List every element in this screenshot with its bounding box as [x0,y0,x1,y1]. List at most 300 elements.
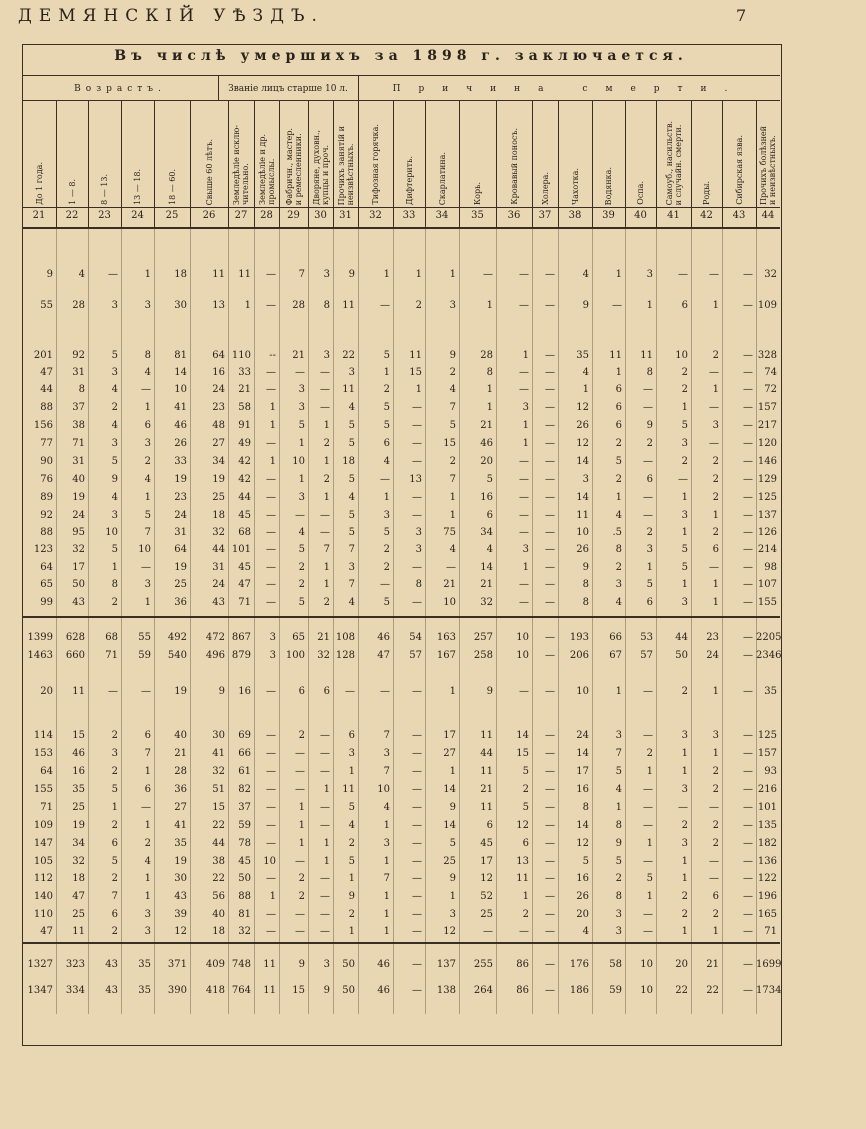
table-cell: 8 [582,597,589,608]
table-cell: 3 [582,474,589,485]
table-cell: 9 [582,562,589,573]
table-cell: 660 [65,650,85,661]
table-cell: 35 [138,985,151,996]
table-cell: 51 [212,784,225,795]
table-cell: 35 [174,838,187,849]
table-cell: 21 [174,748,187,759]
table-cell: 105 [33,856,53,867]
body-divider [190,229,191,1014]
rule-under-headers [22,207,780,208]
table-cell: 7 [323,544,330,555]
table-cell: 5 [383,350,390,361]
body-divider [496,229,497,1014]
table-cell: 3 [144,438,151,449]
table-cell: 1 [615,367,622,378]
column-header-label: Дифтерить. [404,155,414,205]
table-cell: 1 [522,562,529,573]
table-cell: 6 [144,730,151,741]
table-cell: — [320,527,330,538]
table-cell: 21 [443,579,456,590]
table-cell: 14 [443,820,456,831]
table-cell: 4 [348,492,355,503]
table-cell: 167 [436,650,456,661]
table-cell: 5 [383,420,390,431]
column-header [756,103,780,205]
table-cell: — [412,510,422,521]
table-cell: — [545,959,555,970]
table-cell: 38 [72,420,85,431]
column-header [722,103,756,205]
table-cell: 45 [238,562,251,573]
table-cell: — [709,856,719,867]
table-cell: 28 [480,350,493,361]
table-cell: 14 [443,784,456,795]
column-header-label: 18 — 60. [167,169,177,205]
table-cell: — [412,873,422,884]
table-cell: 155 [33,784,53,795]
table-cell: 3 [111,510,118,521]
table-cell: 1 [449,766,456,777]
table-cell: — [743,766,753,777]
column-header [358,103,393,205]
table-cell: — [643,456,653,467]
table-cell: 1734 [756,985,782,996]
table-cell: 5 [449,838,456,849]
table-cell: 5 [383,402,390,413]
table-cell: 3 [646,269,653,280]
table-cell: 50 [675,650,688,661]
table-cell: 3 [144,579,151,590]
column-header-label: Оспа. [636,181,645,205]
table-cell: — [266,766,276,777]
column-header [496,103,532,205]
table-cell: 867 [231,632,251,643]
table-cell: 1 [615,269,622,280]
column-number: 26 [202,210,216,221]
table-cell: 19 [72,492,85,503]
table-cell: 1 [712,384,719,395]
table-cell: 1 [323,838,330,849]
table-cell: 108 [335,632,355,643]
table-cell: — [320,926,330,937]
column-header [154,103,190,205]
table-cell: — [545,367,555,378]
table-cell: 6 [615,420,622,431]
table-cell: 18 [72,873,85,884]
table-cell: 334 [65,985,85,996]
column-header [121,103,154,205]
table-cell: — [412,562,422,573]
table-cell: 216 [757,784,777,795]
table-cell: 11 [342,784,355,795]
table-cell: 14 [480,562,493,573]
table-cell: 13 [516,856,529,867]
table-cell: 3 [681,730,688,741]
table-cell: — [643,856,653,867]
group-label-status: Званiе лицъ старше 10 л. [228,84,348,94]
table-cell: — [743,420,753,431]
table-cell: 1 [646,838,653,849]
table-cell: 8 [582,579,589,590]
body-divider [656,229,657,1014]
table-cell: 59 [138,650,151,661]
table-cell: 11 [609,350,622,361]
table-cell: 2 [712,820,719,831]
table-cell: 12 [576,438,589,449]
column-header-label: Холера. [540,172,550,205]
column-number: 43 [732,210,746,221]
table-cell: 33 [174,456,187,467]
table-cell: 4 [582,926,589,937]
table-cell: — [643,510,653,521]
table-cell: 58 [609,959,622,970]
table-cell: — [320,909,330,920]
table-cell: 9 [582,300,589,311]
table-cell: 71 [764,926,777,937]
column-header [625,103,656,205]
table-cell: 7 [615,748,622,759]
column-header-label: Тифозная горячка. [371,124,380,205]
column-header [558,103,592,205]
table-cell: 11 [263,959,276,970]
table-cell: 125 [757,492,777,503]
table-cell: 4 [144,367,151,378]
rule-under-numbers [22,227,780,229]
table-cell: — [519,579,529,590]
table-cell: 1 [681,527,688,538]
table-cell: 109 [33,820,53,831]
table-cell: 2 [449,456,456,467]
table-cell: — [643,402,653,413]
table-cell: 101 [757,802,777,813]
table-cell: 7 [383,766,390,777]
table-cell: 31 [72,456,85,467]
table-cell: 1347 [27,985,53,996]
table-cell: 2 [415,300,422,311]
table-cell: 32 [238,926,251,937]
column-header [56,103,88,205]
table-cell: — [295,784,305,795]
table-cell: 55 [40,300,53,311]
table-cell: — [743,597,753,608]
column-number: 38 [568,210,582,221]
table-cell: 66 [238,748,251,759]
body-divider [88,229,89,1014]
table-cell: — [412,985,422,996]
table-cell: 47 [40,367,53,378]
table-cell: 3 [269,632,276,643]
column-number: 41 [667,210,680,221]
table-cell: 3 [681,597,688,608]
table-cell: 2 [383,562,390,573]
table-cell: 76 [40,474,53,485]
table-cell: — [266,562,276,573]
table-cell: 4 [111,384,118,395]
table-cell: 31 [72,367,85,378]
table-cell: 201 [33,350,53,361]
table-cell: 2 [111,730,118,741]
table-cell: 33 [238,367,251,378]
rule-section-2 [22,942,780,944]
table-cell: 1 [323,420,330,431]
table-cell: 11 [640,350,653,361]
column-number: 25 [165,210,179,221]
table-cell: 1 [681,766,688,777]
table-cell: 5 [348,510,355,521]
table-cell: 7 [383,730,390,741]
table-cell: — [643,926,653,937]
table-cell: 217 [757,420,777,431]
table-cell: — [412,597,422,608]
table-cell: 32 [317,650,330,661]
table-cell: 78 [238,838,251,849]
table-cell: 409 [205,959,225,970]
column-header [459,103,496,205]
table-cell: 44 [238,492,251,503]
table-cell: — [519,510,529,521]
table-cell: 43 [105,985,118,996]
table-cell: 1 [269,456,276,467]
table-cell: 86 [516,985,529,996]
table-cell: 1 [269,891,276,902]
table-cell: -- [269,350,276,361]
table-cell: 214 [757,544,777,555]
table-cell: — [643,384,653,395]
table-cell: 1 [348,766,355,777]
table-cell: 1 [415,269,422,280]
table-cell: 14 [576,820,589,831]
table-cell: 44 [675,632,688,643]
table-cell: 1 [383,820,390,831]
table-cell: 46 [377,959,390,970]
table-cell: 1 [383,891,390,902]
table-cell: 40 [174,730,187,741]
table-title: Въ числѣ умершихъ за 1898 г. заключается. [114,48,688,64]
table-cell: 3 [298,402,305,413]
table-cell: — [545,402,555,413]
table-cell: — [678,802,688,813]
table-cell: 26 [576,891,589,902]
table-cell: 2205 [756,632,782,643]
table-cell: — [743,959,753,970]
table-cell: 28 [292,300,305,311]
table-cell: 2 [298,730,305,741]
table-cell: — [412,420,422,431]
table-cell: — [412,891,422,902]
table-cell: 2 [144,456,151,467]
table-cell: 27 [174,802,187,813]
table-cell: 5 [681,544,688,555]
table-cell: 25 [480,909,493,920]
table-cell: — [266,527,276,538]
table-cell: — [709,802,719,813]
table-cell: 6 [615,402,622,413]
table-cell: 4 [78,269,85,280]
table-cell: — [709,269,719,280]
table-cell: 10 [640,959,653,970]
table-cell: 14 [174,367,187,378]
column-header [592,103,625,205]
table-cell: — [545,474,555,485]
table-cell: 3 [522,544,529,555]
table-cell: 3 [522,402,529,413]
table-cell: — [446,562,456,573]
table-cell: 6 [144,784,151,795]
table-cell: 7 [348,544,355,555]
table-cell: 101 [231,544,251,555]
table-cell: 59 [609,985,622,996]
table-cell: 1 [323,784,330,795]
table-cell: 1 [415,384,422,395]
table-cell: 5 [111,784,118,795]
table-cell: 1 [712,926,719,937]
column-header-label: 13 — 18. [133,169,142,205]
table-cell: 3 [144,909,151,920]
table-cell: — [320,748,330,759]
table-cell: 55 [138,632,151,643]
table-cell: 7 [298,269,305,280]
table-cell: 153 [33,748,53,759]
table-cell: 12 [576,402,589,413]
table-cell: 31 [174,527,187,538]
table-cell: 5 [111,456,118,467]
table-cell: 11 [480,802,493,813]
table-cell: 2 [111,402,118,413]
table-cell: — [643,492,653,503]
table-cell: 46 [72,748,85,759]
table-cell: 5 [348,527,355,538]
table-cell: 11 [480,730,493,741]
table-cell: — [678,474,688,485]
table-cell: — [320,873,330,884]
table-cell: 1 [144,820,151,831]
table-cell: 1 [323,456,330,467]
table-cell: 418 [205,985,225,996]
table-cell: 1699 [756,959,782,970]
table-cell: 390 [167,985,187,996]
table-cell: 1 [111,802,118,813]
column-header-label: Водянка. [604,166,613,205]
rule-under-title [22,75,780,76]
table-cell: — [412,802,422,813]
table-cell: 47 [72,891,85,902]
table-cell: 9 [323,985,330,996]
table-cell: 15 [409,367,422,378]
table-cell: — [743,456,753,467]
table-cell: — [266,367,276,378]
table-cell: 4 [615,510,622,521]
table-cell: 11 [409,350,422,361]
table-cell: 19 [174,686,187,697]
table-cell: — [108,269,118,280]
table-cell: — [545,891,555,902]
table-cell: 3 [681,510,688,521]
table-cell: 4 [615,784,622,795]
table-cell: 32 [764,269,777,280]
table-cell: 120 [757,438,777,449]
table-cell: 95 [72,527,85,538]
table-cell: 1 [681,926,688,937]
table-cell: 1 [681,402,688,413]
table-cell: 71 [238,597,251,608]
table-cell: 71 [40,802,53,813]
table-cell: 3 [323,269,330,280]
table-cell: 2 [348,909,355,920]
table-cell: — [545,384,555,395]
table-cell: — [483,269,493,280]
table-cell: 5 [615,766,622,777]
running-head: ДЕМЯНСКIЙ УѢЗДЪ. [18,6,324,26]
table-cell: 1 [681,492,688,503]
column-number: 34 [435,210,449,221]
table-cell: 9 [218,686,225,697]
table-cell: 1 [348,926,355,937]
table-cell: — [483,926,493,937]
table-cell: 3 [615,909,622,920]
table-cell: 5 [298,420,305,431]
table-cell: 14 [516,730,529,741]
table-cell: 45 [238,510,251,521]
table-cell: 71 [72,438,85,449]
table-cell: — [743,544,753,555]
table-cell: 10 [675,350,688,361]
table-cell: 1 [522,891,529,902]
table-cell: 4 [582,269,589,280]
table-cell: 4 [144,856,151,867]
table-cell: 21 [480,579,493,590]
table-cell: 9 [449,802,456,813]
table-cell: 18 [342,456,355,467]
column-number: 21 [32,210,46,221]
table-cell: 56 [212,891,225,902]
table-cell: 1 [712,579,719,590]
table-cell: 147 [33,838,53,849]
table-cell: 4 [348,597,355,608]
table-cell: — [266,820,276,831]
table-cell: 31 [212,562,225,573]
table-cell: 879 [231,650,251,661]
table-cell: 3 [298,384,305,395]
table-cell: 2 [615,873,622,884]
column-number: 36 [507,210,521,221]
table-cell: 20 [576,909,589,920]
table-cell: 6 [522,838,529,849]
group-divider [358,76,359,101]
table-cell: 5 [522,766,529,777]
table-cell: 2346 [756,650,782,661]
table-cell: 2 [681,891,688,902]
table-cell: 9 [348,891,355,902]
table-cell: 32 [72,856,85,867]
table-cell: 5 [348,802,355,813]
table-cell: 6 [298,686,305,697]
table-cell: 11 [480,766,493,777]
table-cell: — [266,838,276,849]
table-cell: 4 [111,492,118,503]
table-cell: 9 [449,873,456,884]
table-cell: 2 [298,579,305,590]
table-cell: 16 [238,686,251,697]
table-cell: 43 [212,597,225,608]
table-cell: 5 [348,420,355,431]
table-cell: 12 [480,873,493,884]
table-cell: 1 [712,686,719,697]
table-cell: 89 [40,492,53,503]
table-cell: 136 [757,856,777,867]
table-cell: 9 [449,350,456,361]
table-cell: 4 [144,474,151,485]
body-divider [121,229,122,1014]
